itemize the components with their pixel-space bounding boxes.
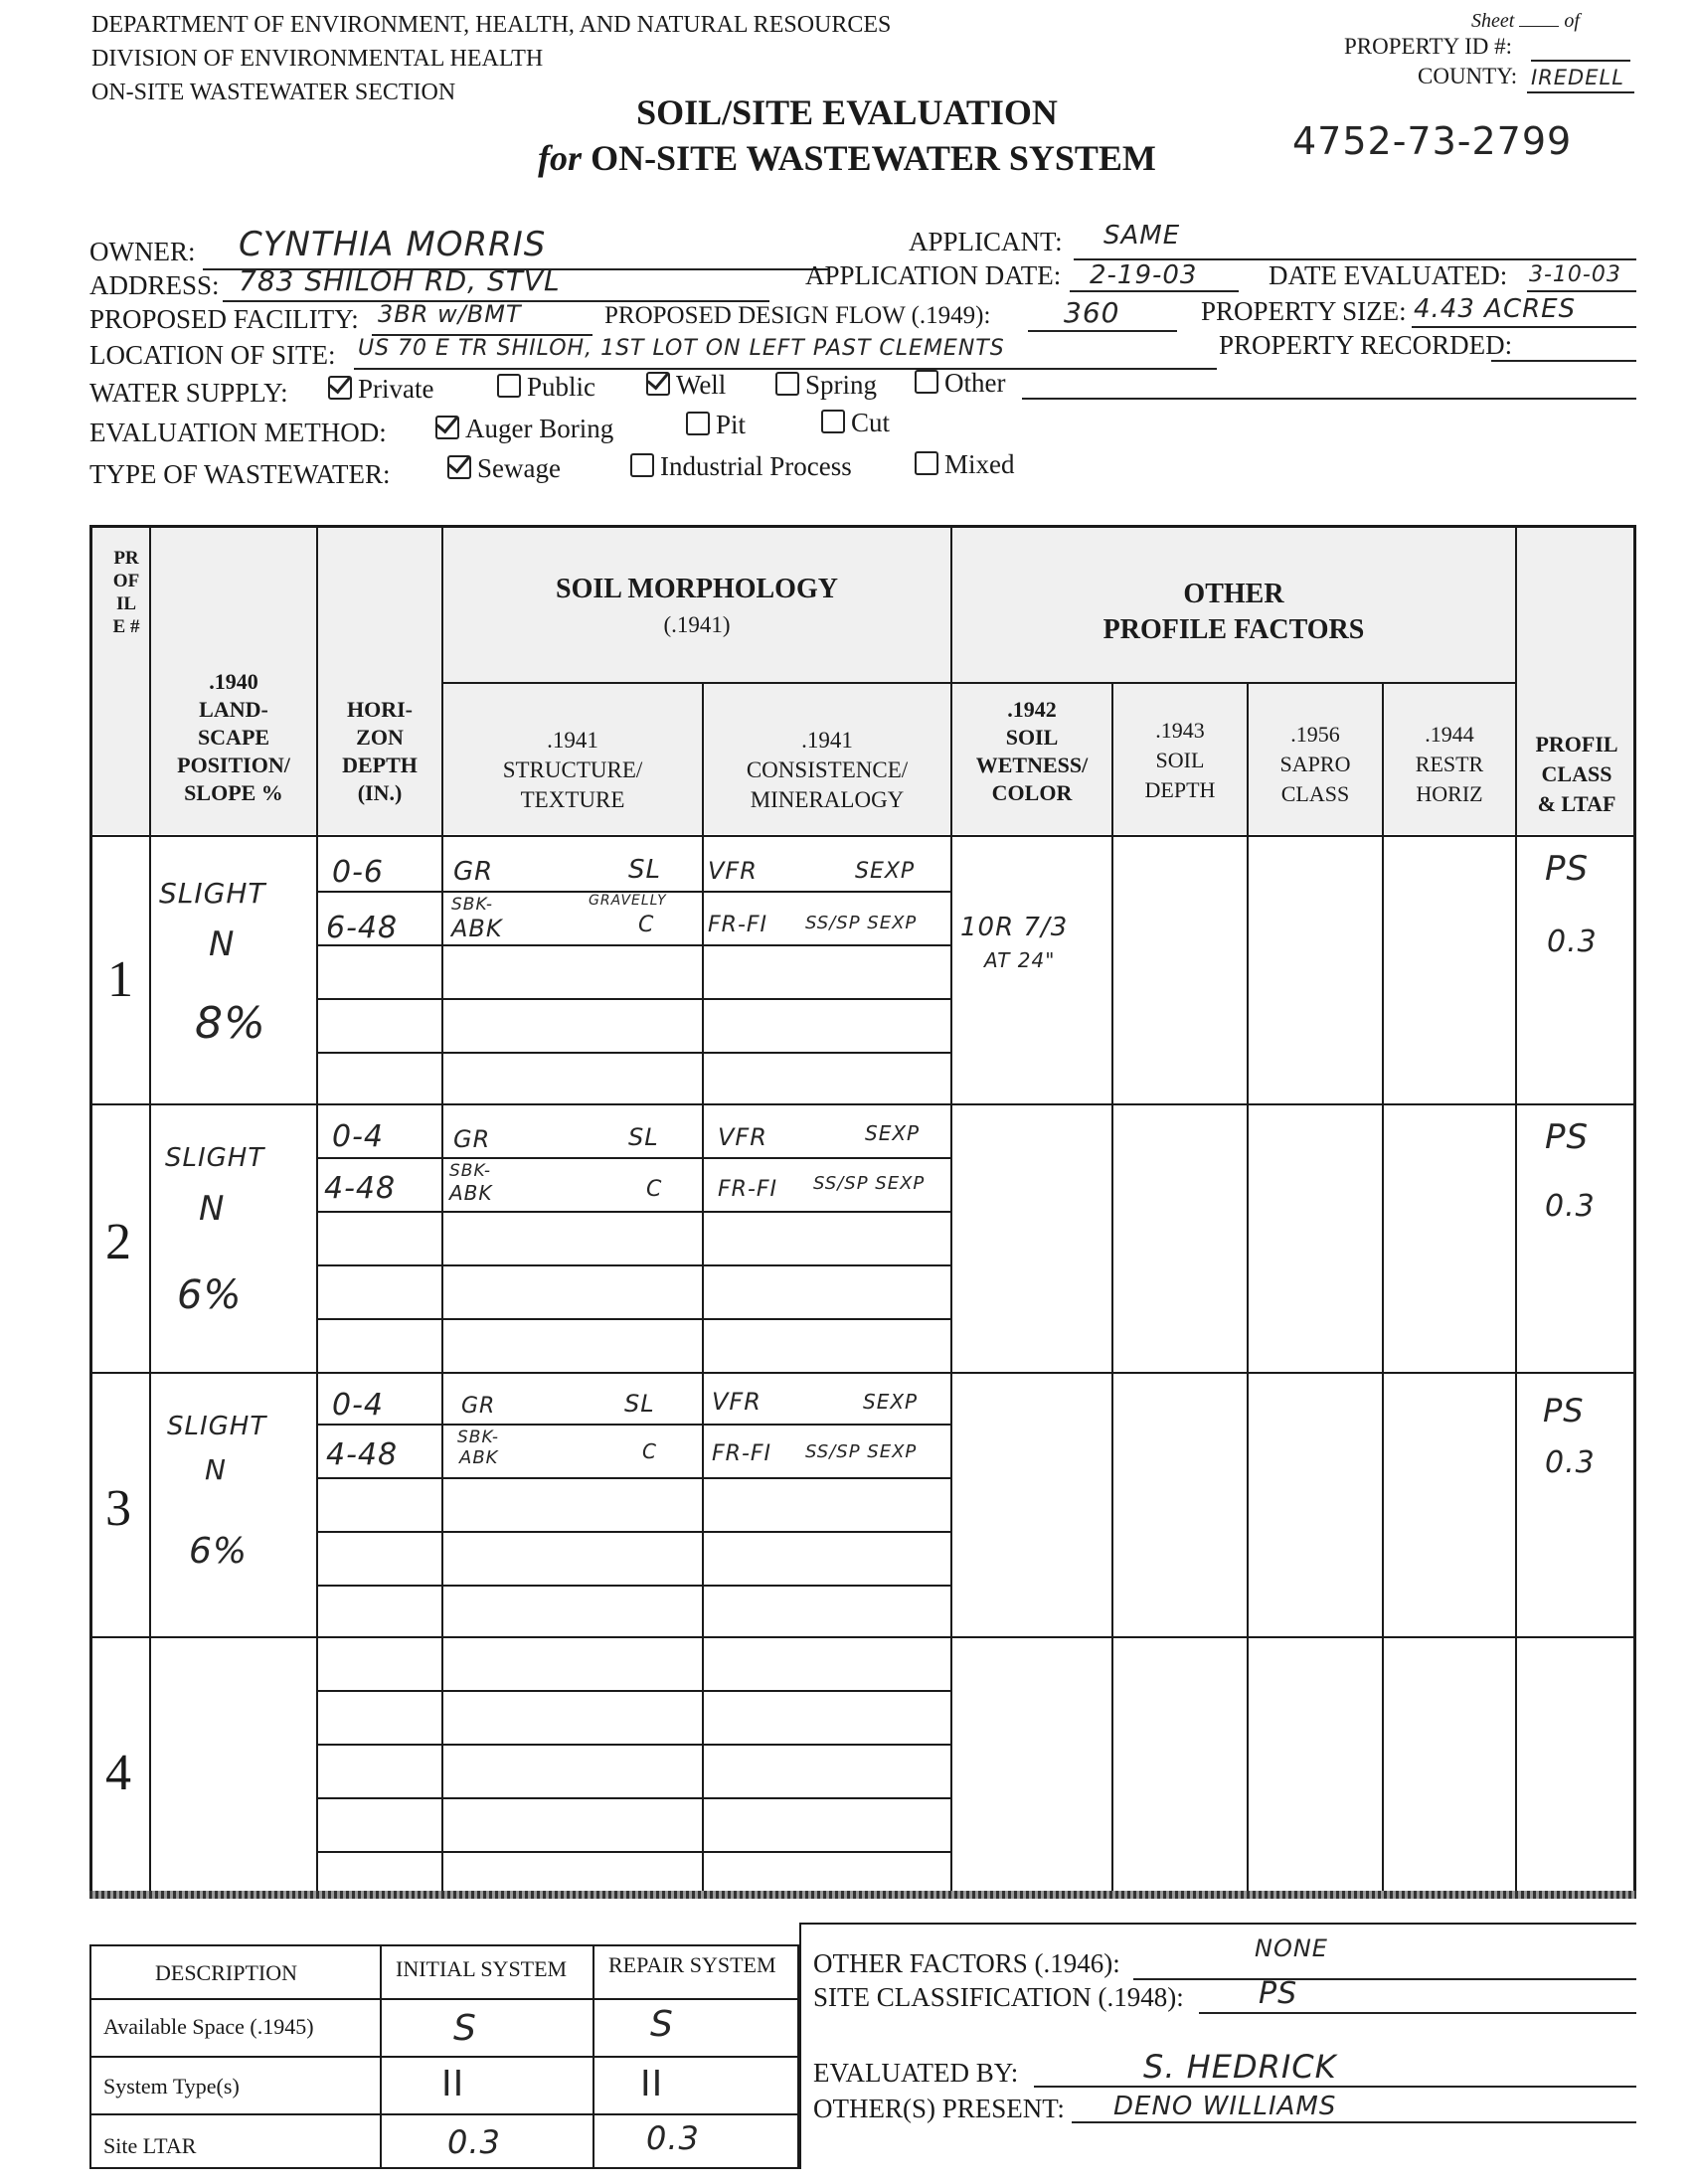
public-label: Public [527,372,596,402]
checkbox-private[interactable] [328,376,352,400]
p1-h1-mineralogy[interactable]: SEXP [855,859,916,884]
p2-h1-structure[interactable]: GR [453,1125,491,1153]
title-system: ON-SITE WASTEWATER SYSTEM [591,138,1156,178]
restr-l2: HORIZ [1416,781,1483,806]
p3-h1-mineralogy[interactable]: SEXP [863,1390,919,1414]
p2-class[interactable]: PS [1545,1117,1590,1157]
mixed-label: Mixed [944,449,1015,479]
p3-h2-texture[interactable]: C [642,1439,657,1463]
sub-3a [316,1424,950,1426]
application-date-label: APPLICATION DATE: [805,260,1062,290]
hline-group-header [441,682,1515,684]
table-bottom-border [89,1891,1636,1899]
sub-4d [316,1851,950,1853]
method-cut[interactable] [821,408,890,438]
consistence-l2: MINERALOGY [750,787,905,812]
hline-header-bottom [92,835,1633,837]
auger-label: Auger Boring [465,414,614,443]
other-factors-value[interactable]: NONE [1255,1934,1328,1962]
structure-l2: TEXTURE [520,787,625,812]
p1-ltar[interactable]: 0.3 [1547,924,1598,959]
sub-3d [316,1585,950,1587]
checkbox-pit[interactable] [686,412,710,435]
property-size-value[interactable]: 4.43 ACRES [1414,294,1577,324]
others-present-value[interactable]: DENO WILLIAMS [1113,2092,1337,2121]
col-sapro-header [1249,720,1382,809]
system-type-label: System Type(s) [103,2074,240,2099]
date-evaluated-value[interactable]: 3-10-03 [1529,262,1621,287]
p3-h2-depth[interactable]: 4-48 [326,1437,399,1472]
evaluated-by-value[interactable]: S. HEDRICK [1143,2048,1337,2086]
type-mixed[interactable] [915,449,1015,480]
bottom-right-top-rule [799,1923,1636,1925]
available-space-initial[interactable]: S [453,2008,477,2049]
other-factors-title [952,577,1515,648]
property-id-label: PROPERTY ID #: [1344,34,1513,59]
proposed-facility-value[interactable]: 3BR w/BMT [378,300,522,328]
checkbox-sewage[interactable] [447,455,471,479]
p2-landscape-position[interactable]: SLIGHT [165,1143,265,1173]
p2-h2-texture[interactable]: C [646,1177,663,1202]
dept-line-1: DEPARTMENT OF ENVIRONMENT, HEALTH, AND NATURAL RESOURCES [91,12,892,38]
p1-wetness-color[interactable]: 10R 7/3 [960,913,1069,942]
property-recorded-label: PROPERTY RECORDED: [1219,330,1513,360]
p3-h2-structure[interactable]: ABK [459,1447,499,1468]
sub-3c [316,1531,950,1533]
p3-landscape-aspect[interactable]: N [205,1453,227,1486]
property-size-label: PROPERTY SIZE: [1201,296,1407,326]
restr-code: .1944 [1425,722,1474,747]
well-label: Well [676,370,727,400]
p1-wetness-note[interactable]: AT 24" [984,948,1056,972]
water-other-line [1022,398,1636,400]
checkbox-other[interactable] [915,370,938,394]
sub-2d [316,1318,950,1320]
sub-2a [316,1157,950,1159]
col-profile-header: PROFILE # [112,548,140,637]
p1-h1-consistence[interactable]: VFR [708,857,758,885]
other-factors-line [1133,1978,1636,1980]
p2-landscape-aspect[interactable]: N [199,1189,226,1229]
btab-hline-3 [89,2113,799,2115]
sub-4b [316,1744,950,1746]
parcel-number: 4752-73-2799 [1292,119,1573,163]
design-flow-value[interactable]: 360 [1064,296,1120,329]
title-for: for [538,138,583,178]
col-class-header [1521,730,1632,819]
p2-ltar[interactable]: 0.3 [1545,1189,1596,1224]
dept-line-3: ON-SITE WASTEWATER SECTION [91,80,456,105]
col-landscape-header [151,668,316,807]
design-flow-line [1028,330,1177,332]
col-consistence-header [704,726,950,815]
p1-h2-mineralogy[interactable]: SS/SP SEXP [805,913,918,933]
depth-code: .1943 [1155,718,1205,743]
site-ltar-label: Site LTAR [103,2133,197,2158]
landscape-l4: SLOPE % [184,780,283,805]
location-label: LOCATION OF SITE: [89,340,336,370]
sapro-l2: CLASS [1280,781,1350,806]
p3-h1-structure[interactable]: GR [461,1394,496,1419]
wetness-l2: WETNESS/ [975,753,1089,777]
p3-h1-texture[interactable]: SL [624,1390,655,1418]
date-evaluated-label: DATE EVALUATED: [1269,260,1508,290]
profile-number-3: 3 [105,1480,131,1537]
p1-h2-structure-note[interactable]: SBK- [451,895,494,915]
landscape-l1: LAND- [199,697,268,722]
landscape-l3: POSITION/ [177,753,290,777]
p2-h1-texture[interactable]: SL [628,1123,659,1151]
profile-number-1: 1 [107,951,133,1008]
col-depth-header [1113,716,1247,805]
evaluated-by-label: EVALUATED BY: [813,2058,1019,2088]
p1-slope[interactable]: 8% [195,998,266,1049]
property-id-line [1531,60,1630,62]
water-supply-spring[interactable] [775,370,877,401]
depth-l2: DEPTH [1144,777,1216,802]
p2-h2-consistence[interactable]: FR-FI [718,1177,778,1202]
other-factors-label: OTHER FACTORS (.1946): [813,1948,1120,1978]
dept-line-2: DIVISION OF ENVIRONMENTAL HEALTH [91,46,544,72]
wetness-code: .1942 [1007,697,1057,722]
site-ltar-initial[interactable]: 0.3 [447,2123,501,2161]
application-date-value[interactable]: 2-19-03 [1090,260,1198,290]
wetness-l1: SOIL [1005,725,1059,750]
industrial-label: Industrial Process [660,451,852,481]
depth-l1: SOIL [1155,748,1205,772]
horizon-l4: (IN.) [357,780,403,805]
site-classification-line [1199,2012,1636,2014]
profile-number-4: 4 [105,1745,131,1801]
cut-label: Cut [851,408,891,437]
col-structure-header [443,726,702,815]
repair-system-header: REPAIR SYSTEM [608,1952,776,1977]
vline-wetness [1111,682,1113,1897]
desc-header: DESCRIPTION [155,1960,298,1985]
water-supply-other[interactable] [915,368,1005,399]
vline-structure [702,682,704,1897]
vline-sapro [1382,682,1384,1897]
property-recorded-line [1491,360,1636,362]
site-classification-label: SITE CLASSIFICATION (.1948): [813,1982,1184,2012]
site-classification-value[interactable]: PS [1259,1976,1298,2011]
structure-code: .1941 [547,728,598,753]
col-horizon-header [318,696,441,807]
initial-system-header: INITIAL SYSTEM [396,1956,568,1981]
p3-ltar[interactable]: 0.3 [1545,1445,1596,1480]
owner-label: OWNER: [89,237,196,266]
profile-number-2: 2 [105,1214,131,1270]
system-type-initial[interactable]: II [441,2064,465,2104]
sub-4c [316,1797,950,1799]
p3-h2-mineralogy[interactable]: SS/SP SEXP [805,1441,918,1462]
p2-h1-mineralogy[interactable]: SEXP [865,1121,921,1145]
landscape-code: .1940 [209,669,258,694]
other-title-2: PROFILE FACTORS [1102,614,1365,645]
water-supply-label: WATER SUPPLY: [89,378,288,408]
sub-2c [316,1264,950,1266]
address-value[interactable]: 783 SHILOH RD, STVL [239,264,561,297]
water-supply-private[interactable] [328,374,433,405]
hline-profile-3 [92,1636,1633,1638]
p1-h2-texture[interactable]: C [638,913,655,937]
method-pit[interactable] [686,410,746,440]
sub-2b [316,1211,950,1213]
type-industrial[interactable] [630,451,852,482]
sub-1b [316,944,950,946]
checkbox-industrial[interactable] [630,453,654,477]
p1-h2-depth[interactable]: 6-48 [326,911,399,945]
p1-class[interactable]: PS [1545,849,1590,889]
landscape-l2: SCAPE [197,725,270,750]
water-supply-public[interactable] [497,372,595,403]
owner-value[interactable]: CYNTHIA MORRIS [239,225,547,264]
class-l3: & LTAF [1537,791,1616,816]
county-value: IREDELL [1531,66,1624,89]
horizon-l1: HORI- [347,697,413,722]
checkbox-spring[interactable] [775,372,799,396]
p3-slope[interactable]: 6% [189,1531,249,1572]
others-present-line [1072,2121,1636,2123]
p2-slope[interactable]: 6% [177,1272,243,1318]
type-sewage[interactable] [447,453,561,484]
p1-h2-structure[interactable]: ABK [451,915,503,942]
applicant-label: APPLICANT: [909,227,1063,256]
checkbox-mixed[interactable] [915,451,938,475]
btab-vline-3 [799,1923,801,2169]
private-label: Private [358,374,434,404]
sub-4a [316,1690,950,1692]
sub-1d [316,1052,950,1054]
applicant-value[interactable]: SAME [1103,221,1181,251]
class-l2: CLASS [1541,761,1612,786]
other-label: Other [944,368,1006,398]
p2-h1-depth[interactable]: 0-4 [332,1119,384,1154]
consistence-code: .1941 [801,728,853,753]
p3-h2-structure-note[interactable]: SBK- [457,1428,500,1447]
p1-landscape-aspect[interactable]: N [209,924,236,964]
vline-depth [1247,682,1249,1897]
structure-l1: STRUCTURE/ [502,757,643,782]
p2-h2-structure[interactable]: ABK [449,1181,493,1205]
col-restr-header [1384,720,1515,809]
p1-h1-structure[interactable]: GR [453,857,494,887]
sheet-indicator [1471,10,1580,33]
sapro-code: .1956 [1290,722,1340,747]
btab-hline-2 [89,2056,799,2058]
date-evaluated-line [1527,290,1636,292]
sheet-label: Sheet [1471,10,1515,32]
p3-class[interactable]: PS [1543,1392,1585,1429]
btab-hline-1 [89,1998,799,2000]
p2-h2-depth[interactable]: 4-48 [324,1171,397,1206]
col-wetness-header [952,696,1111,807]
hline-profile-1 [92,1103,1633,1105]
evaluated-by-line [1034,2086,1636,2088]
p3-h1-depth[interactable]: 0-4 [332,1388,384,1423]
soil-morphology-title: SOIL MORPHOLOGY [556,574,838,604]
checkbox-auger[interactable] [435,416,459,439]
application-date-line [1070,290,1239,292]
sheet-of-label: of [1564,10,1580,32]
sewage-label: Sewage [477,453,561,483]
design-flow-label: PROPOSED DESIGN FLOW (.1949): [604,302,991,329]
spring-label: Spring [805,370,878,400]
checkbox-cut[interactable] [821,410,845,433]
p1-h2-consistence[interactable]: FR-FI [708,913,768,937]
soil-morphology-code: (.1941) [663,612,731,637]
sub-3b [316,1477,950,1479]
site-ltar-repair[interactable]: 0.3 [646,2119,700,2157]
method-auger-boring[interactable] [435,414,613,444]
p3-h1-consistence[interactable]: VFR [712,1388,762,1416]
proposed-facility-label: PROPOSED FACILITY: [89,304,359,334]
horizon-l3: DEPTH [342,753,418,777]
evaluation-method-label: EVALUATION METHOD: [89,418,387,447]
p1-h2-texture-note[interactable]: GRAVELLY [589,893,667,909]
checkbox-public[interactable] [497,374,521,398]
others-present-label: OTHER(S) PRESENT: [813,2094,1065,2123]
other-title-1: OTHER [1183,579,1284,609]
available-space-label: Available Space (.1945) [103,2014,314,2039]
p2-h1-consistence[interactable]: VFR [718,1123,767,1151]
county-label: COUNTY: [1418,64,1518,88]
available-space-repair[interactable]: S [650,2004,674,2045]
consistence-l1: CONSISTENCE/ [746,757,909,782]
sapro-l1: SAPRO [1279,752,1351,776]
restr-l1: RESTR [1415,752,1484,776]
p3-h2-consistence[interactable]: FR-FI [712,1441,772,1466]
p2-h2-mineralogy[interactable]: SS/SP SEXP [813,1173,926,1194]
p1-h1-texture[interactable]: SL [628,855,661,885]
wastewater-type-label: TYPE OF WASTEWATER: [89,459,391,489]
class-l1: PROFIL [1535,732,1618,756]
horizon-l2: ZON [356,725,404,750]
pit-label: Pit [716,410,747,439]
p3-landscape-position[interactable]: SLIGHT [167,1412,267,1441]
p1-h1-depth[interactable]: 0-6 [332,855,384,890]
hline-profile-2 [92,1372,1633,1374]
water-supply-well[interactable] [646,370,726,401]
system-type-repair[interactable]: II [640,2064,664,2104]
p1-landscape-position[interactable]: SLIGHT [159,877,266,910]
location-value[interactable]: US 70 E TR SHILOH, 1ST LOT ON LEFT PAST CLEMENTS [358,336,1005,361]
sub-1c [316,998,950,1000]
form-title-line-1: SOIL/SITE EVALUATION [636,92,1058,132]
checkbox-well[interactable] [646,372,670,396]
wetness-l3: COLOR [991,780,1073,805]
p2-h2-structure-note[interactable]: SBK- [449,1161,492,1181]
address-label: ADDRESS: [89,270,220,300]
vline-other-class [1515,527,1517,1897]
property-size-line [1412,326,1636,328]
